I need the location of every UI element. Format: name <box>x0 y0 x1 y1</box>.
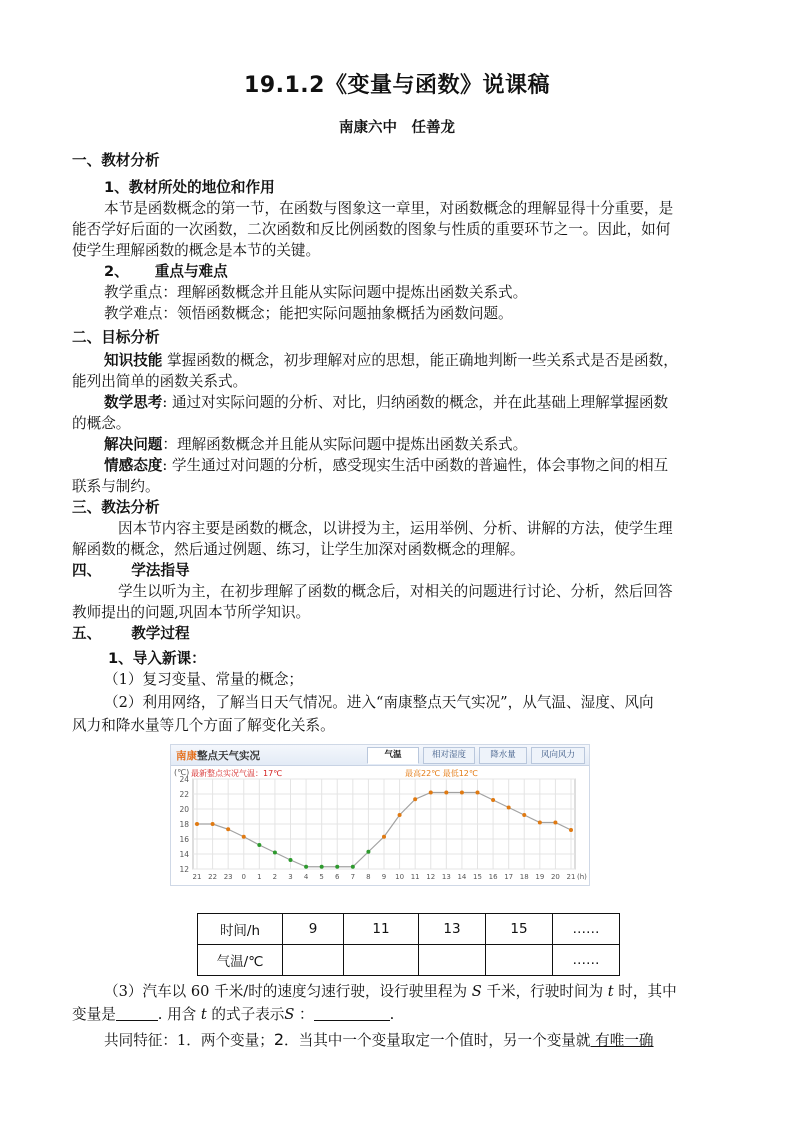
data-point <box>211 822 215 826</box>
subheading-text: 重点与难点 <box>154 263 228 280</box>
temperature-table <box>197 913 620 976</box>
widget-title-accent: 南康 <box>176 750 197 762</box>
x-tick-label: 8 <box>366 873 371 881</box>
x-tick-label: 2 <box>272 873 278 881</box>
item-1: （1）复习变量、常量的概念； <box>104 671 304 688</box>
tab-precipitation[interactable]: 降水量 <box>479 747 527 764</box>
table-row <box>198 945 620 976</box>
underlined-answer: 有唯一确 <box>590 1032 654 1049</box>
data-point <box>289 858 293 862</box>
data-point <box>460 791 464 795</box>
data-point <box>366 850 370 854</box>
section-heading-4 <box>72 560 190 581</box>
data-point <box>335 865 339 869</box>
section-heading-5 <box>72 623 190 644</box>
goal-emotion <box>104 455 668 476</box>
item-text: 千米，行驶时间为 <box>481 983 608 1000</box>
table-cell: 时间/h <box>198 914 283 945</box>
y-tick-label: 12 <box>179 865 189 874</box>
x-tick-label: 12 <box>426 873 436 881</box>
tab-wind[interactable]: 风向风力 <box>531 747 585 764</box>
goal-label: 知识技能 <box>104 352 163 369</box>
data-point <box>522 813 526 817</box>
latest-temperature: 最新整点实况气温：17℃ <box>191 769 283 778</box>
subheading-number: 2、 <box>104 263 129 280</box>
heading-text: 学法指导 <box>131 562 190 579</box>
para-line: 使学生理解函数的概念是本节的关键。 <box>72 242 321 259</box>
section-heading-1: 一、教材分析 <box>72 152 160 169</box>
data-point <box>195 822 199 826</box>
item-text: ： <box>294 1006 314 1023</box>
item-text: 变量是 <box>72 1006 116 1023</box>
data-point <box>444 791 448 795</box>
answer-blank[interactable] <box>314 1005 390 1021</box>
x-tick-label: 0 <box>241 873 246 881</box>
data-point <box>242 835 246 839</box>
y-unit-label: (℃) <box>174 768 190 777</box>
x-tick-label: 15 <box>473 873 482 881</box>
para-line: 能否学好后面的一次函数，二次函数和反比例函数的图象与性质的重要环节之一。因此，如何 <box>72 221 671 238</box>
y-tick-label: 18 <box>179 820 189 829</box>
table-row <box>198 914 620 945</box>
table-cell: 9 <box>283 914 344 945</box>
x-tick-label: 1 <box>257 873 262 881</box>
data-point <box>491 798 495 802</box>
para-line: 因本节内容主要是函数的概念，以讲授为主，运用举例、分析、讲解的方法，使学生理 <box>118 520 673 537</box>
heading-number: 五、 <box>72 625 102 642</box>
data-point <box>507 806 511 810</box>
variable-t: t <box>200 1006 207 1023</box>
x-tick-label: 6 <box>335 873 340 881</box>
para-line: 的概念。 <box>72 415 131 432</box>
goal-text: 掌握函数的概念，初步理解对应的思想，能正确地判断一些关系式是否是函数， <box>162 352 678 369</box>
item-text: 的式子表示 <box>206 1006 285 1023</box>
tab-humidity[interactable]: 相对湿度 <box>423 747 475 764</box>
goal-text: ：理解函数概念并且能从实际问题中提炼出函数关系式。 <box>162 436 528 453</box>
author-line: 南康六中 任善龙 <box>339 120 455 136</box>
data-point <box>351 865 355 869</box>
data-point <box>257 843 261 847</box>
y-tick-label: 20 <box>179 805 189 814</box>
table-cell: 气温/℃ <box>198 945 283 976</box>
tab-temperature[interactable]: 气温 <box>367 747 419 764</box>
para-line: 本节是函数概念的第一节，在函数与图象这一章里，对函数概念的理解显得十分重要，是 <box>104 200 674 217</box>
para-line: 能列出简单的函数关系式。 <box>72 373 248 390</box>
item-text: ．当其中一个变量取定一个值时，另一个变量就 <box>284 1032 591 1049</box>
goal-label: 数学思考 <box>104 394 163 411</box>
table-cell: …… <box>553 945 620 976</box>
section-heading-3: 三、教法分析 <box>72 499 160 516</box>
data-point <box>304 865 308 869</box>
table-cell <box>283 945 344 976</box>
item-text: . <box>389 1006 395 1023</box>
table-cell <box>486 945 553 976</box>
x-tick-label: 9 <box>381 873 387 881</box>
x-tick-label: 13 <box>441 873 451 881</box>
x-tick-label: 5 <box>319 873 324 881</box>
x-tick-label: 11 <box>410 873 420 881</box>
widget-title-text: 整点天气实况 <box>197 750 260 762</box>
goal-knowledge <box>104 350 678 371</box>
x-tick-label: 10 <box>395 873 405 881</box>
subheading-1-1: 1、教材所处的地位和作用 <box>104 179 275 196</box>
goal-text: : 学生通过对问题的分析，感受现实生活中函数的普遍性，体会事物之间的相互 <box>162 457 669 474</box>
table-cell: 13 <box>419 914 486 945</box>
x-tick-label: 19 <box>535 873 545 881</box>
temperature-line-chart <box>171 745 589 885</box>
goal-solve <box>104 434 527 455</box>
heading-number: 四、 <box>72 562 102 579</box>
item-number: 2 <box>273 1030 285 1049</box>
difficult-point: 教学难点：领悟函数概念；能把实际问题抽象概括为函数问题。 <box>104 305 513 322</box>
para-line: 联系与制约。 <box>72 478 160 495</box>
item-3-cont <box>72 1004 394 1025</box>
table-cell: 11 <box>344 914 419 945</box>
data-point <box>382 835 386 839</box>
table-cell <box>419 945 486 976</box>
data-point <box>476 791 480 795</box>
y-tick-label: 22 <box>179 790 189 799</box>
para-line: 教师提出的问题,巩固本节所学知识。 <box>72 604 311 621</box>
data-point <box>273 851 277 855</box>
x-tick-label: 18 <box>519 873 529 881</box>
data-point <box>398 813 402 817</box>
item-text: （3）汽车以 60 千米/时的速度匀速行驶，设行驶里程为 <box>104 983 472 1000</box>
x-tick-label: 23 <box>223 873 233 881</box>
key-point: 教学重点：理解函数概念并且能从实际问题中提炼出函数关系式。 <box>104 284 528 301</box>
data-point <box>569 828 573 832</box>
table-cell <box>344 945 419 976</box>
variable-s: S <box>471 983 482 1000</box>
data-point <box>429 791 433 795</box>
subheading-5-1: 1、导入新课： <box>108 650 206 667</box>
table-cell: 15 <box>486 914 553 945</box>
item-text: 共同特征：1．两个变量； <box>104 1032 274 1049</box>
temperature-range: 最高22℃ 最低12℃ <box>405 769 478 778</box>
goal-label: 解决问题 <box>104 436 163 453</box>
item-text: 时，其中 <box>613 983 677 1000</box>
x-tick-label: 7 <box>350 873 356 881</box>
table-cell: …… <box>553 914 620 945</box>
x-tick-label: 16 <box>488 873 498 881</box>
data-point <box>413 797 417 801</box>
x-tick-label: 21 <box>192 873 202 881</box>
heading-text: 教学过程 <box>131 625 190 642</box>
goal-text: : 通过对实际问题的分析、对比，归纳函数的概念，并在此基础上理解掌握函数 <box>162 394 669 411</box>
goal-label: 情感态度 <box>104 457 163 474</box>
data-point <box>538 821 542 825</box>
x-tick-label: 4 <box>303 873 309 881</box>
para-line: 学生以听为主，在初步理解了函数的概念后，对相关的问题进行讨论、分析，然后回答 <box>118 583 673 600</box>
x-tick-label: 17 <box>504 873 514 881</box>
variable-s: S <box>284 1006 295 1023</box>
x-tick-label: 22 <box>208 873 218 881</box>
item-text: . 用含 <box>157 1006 201 1023</box>
x-unit-label: (h) <box>577 873 587 881</box>
x-tick-label: 14 <box>457 873 467 881</box>
para-line: 解函数的概念，然后通过例题、练习，让学生加深对函数概念的理解。 <box>72 541 525 558</box>
section-heading-2: 二、目标分析 <box>72 329 160 346</box>
goal-math <box>104 392 668 413</box>
x-tick-label: 21 <box>566 873 576 881</box>
x-tick-label: 3 <box>288 873 293 881</box>
page-title: 19.1.2《变量与函数》说课稿 <box>244 73 550 98</box>
x-tick-label: 20 <box>550 873 560 881</box>
data-point <box>226 827 230 831</box>
item-2: （2）利用网络，了解当日天气情况。进入“南康整点天气实况”，从气温、湿度、风向 <box>104 694 654 711</box>
weather-widget <box>170 744 590 886</box>
common-features <box>104 1029 654 1051</box>
item-3 <box>104 981 677 1002</box>
variable-t: t <box>607 983 614 1000</box>
data-point <box>553 821 557 825</box>
answer-blank[interactable] <box>116 1005 158 1021</box>
y-tick-label: 14 <box>179 850 189 859</box>
y-tick-label: 16 <box>179 835 189 844</box>
data-point <box>320 865 324 869</box>
para-line: 风力和降水量等几个方面了解变化关系。 <box>72 717 335 734</box>
y-tick-label: 24 <box>179 775 189 784</box>
subheading-1-2 <box>104 261 228 282</box>
